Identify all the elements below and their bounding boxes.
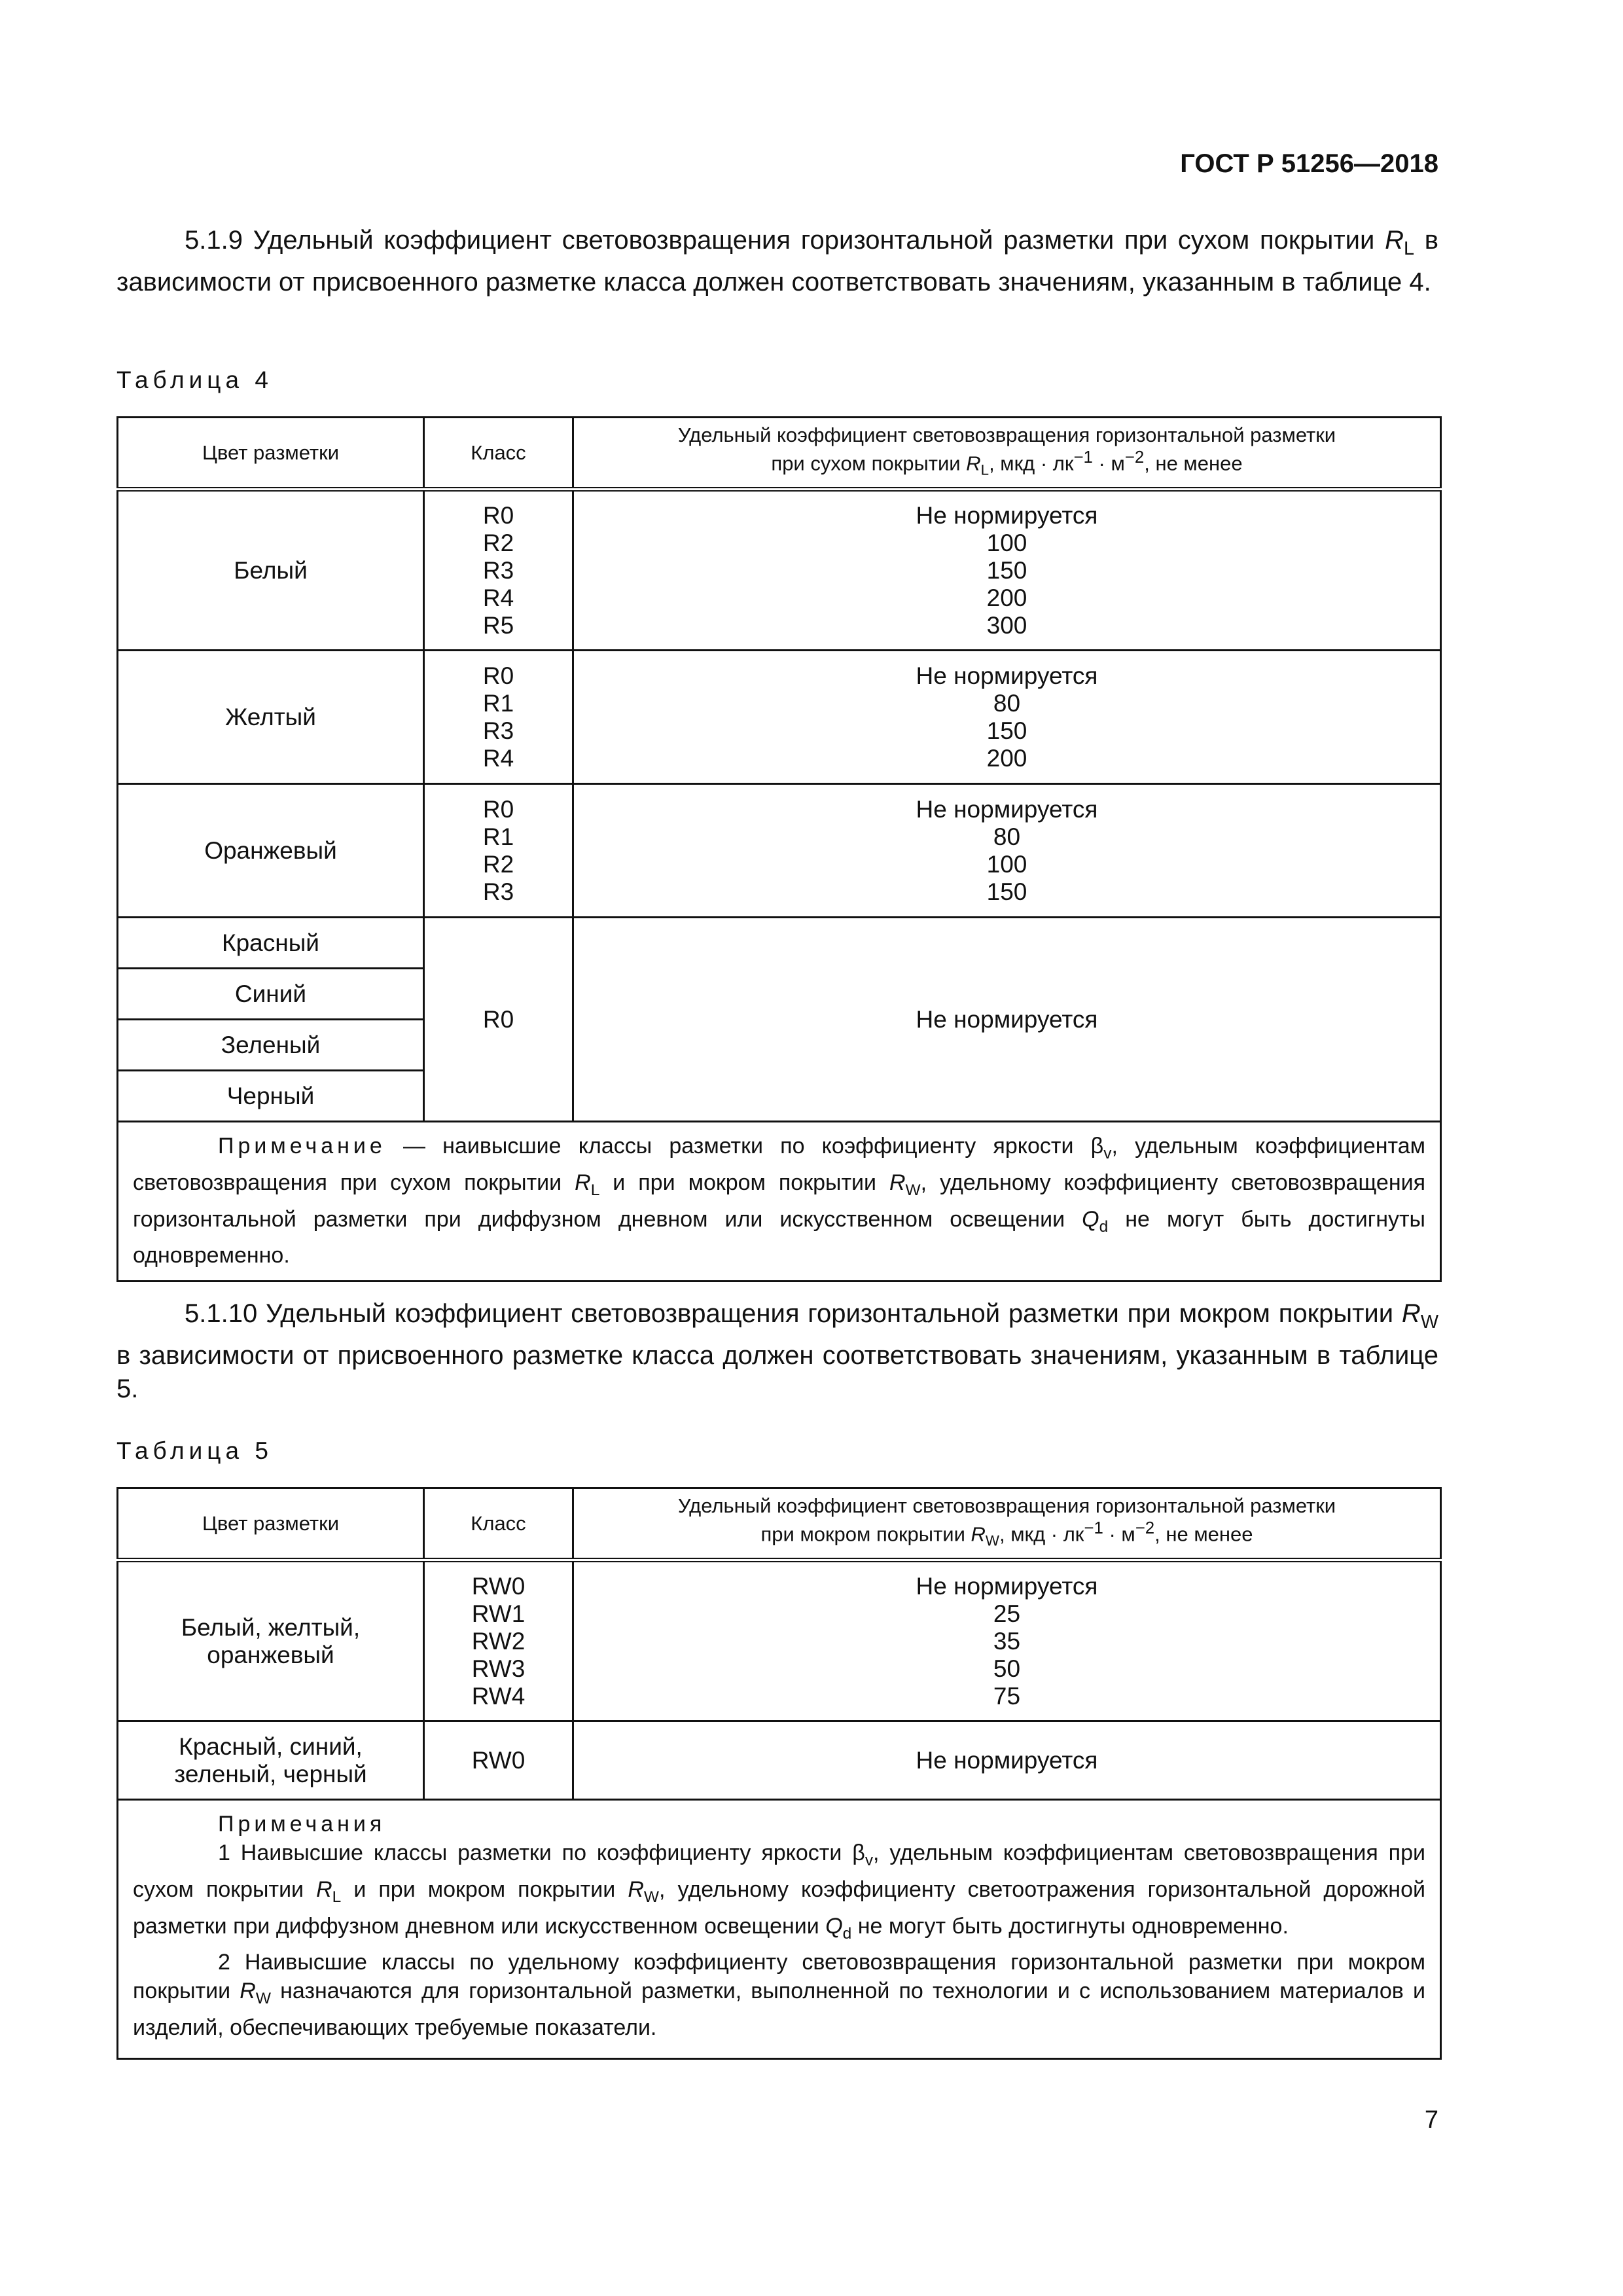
header-color: Цвет разметки	[118, 418, 424, 490]
value-cell: Не нормируется	[573, 918, 1441, 1122]
value-cell: Не нормируется 80 100 150	[573, 784, 1441, 918]
class-cell: R0 R1 R3 R4	[424, 651, 573, 784]
header-value: Удельный коэффициент световозвращения горизонтальной разметки при мокром покрытии $R_W$, мкд · $лк^{-1} \cdot м^{-2}$, не менее	[573, 1488, 1441, 1560]
header-class: Класс	[424, 1488, 573, 1560]
table-5-header-row	[118, 1488, 1441, 1560]
color-cell: Красный	[118, 918, 424, 969]
table-row	[118, 651, 1441, 784]
paragraph-5-1-9: 5.1.9 Удельный коэффициент световозвращения горизонтальной разметки при сухом покрытии $R_L$ в зависимости от присвоенного разметке класса должен соответствовать значениям, указанным в таблице 4.	[116, 226, 1438, 296]
value-cell: Не нормируется 100 150 200 300	[573, 490, 1441, 651]
table-4-note: Примечание — наивысшие классы разметки по коэффициенту яркости $\beta_v$, удельным коэффициентам световозвращения при сухом покрытии $R_L$ и при мокром покрытии $R_W$, удельному коэффициенту световозвращения горизонтальной разметки при диффузном дневном или искусственном освещении $Q_d$ не могут быть достигнуты одновременно.	[118, 1122, 1441, 1282]
header-value: Удельный коэффициент световозвращения горизонтальной разметки при сухом покрытии $R_L$, мкд · $лк^{-1} \cdot м^{-2}$, не менее	[573, 418, 1441, 490]
header-class: Класс	[424, 418, 573, 490]
table-row	[118, 490, 1441, 651]
table-5	[116, 1487, 1442, 2060]
color-cell: Белый	[118, 490, 424, 651]
page-number: 7	[1424, 2106, 1438, 2134]
color-cell: Черный	[118, 1071, 424, 1122]
note-1: 1 Наивысшие классы разметки по коэффициенту яркости $\beta_v$, удельным коэффициентам световозвращения при сухом покрытии $R_L$ и при мокром покрытии $R_W$, удельному коэффициенту светоотражения горизонтальной дорожной разметки при диффузном дневном или искусственном освещении $Q_d$ не могут быть достигнуты одновременно.	[133, 1840, 1425, 1943]
table-4-note-row	[118, 1122, 1441, 1282]
color-cell: Белый, желтый, оранжевый	[118, 1560, 424, 1721]
table-5-notes	[118, 1800, 1441, 2059]
class-cell: RW0 RW1 RW2 RW3 RW4	[424, 1560, 573, 1721]
paragraph-5-1-10: 5.1.10 Удельный коэффициент световозвращения горизонтальной разметки при мокром покрытии $R_W$ в зависимости от присвоенного разметке класса должен соответствовать значениям, указанным в таблице 5.	[116, 1299, 1438, 1403]
color-cell: Синий	[118, 969, 424, 1020]
table-row	[118, 918, 1441, 969]
color-cell: Желтый	[118, 651, 424, 784]
table-5-caption: Таблица 5	[116, 1437, 273, 1464]
value-cell: Не нормируется 80 150 200	[573, 651, 1441, 784]
table-4-caption: Таблица 4	[116, 367, 273, 393]
color-cell: Зеленый	[118, 1020, 424, 1071]
value-cell: Не нормируется 25 35 50 75	[573, 1560, 1441, 1721]
table-5-notes-row	[118, 1800, 1441, 2059]
table-row	[118, 1560, 1441, 1721]
header-color: Цвет разметки	[118, 1488, 424, 1560]
notes-label: Примечания	[218, 1812, 386, 1837]
class-cell: R0 R1 R2 R3	[424, 784, 573, 918]
value-cell: Не нормируется	[573, 1721, 1441, 1800]
table-row	[118, 1721, 1441, 1800]
color-cell: Оранжевый	[118, 784, 424, 918]
color-cell: Красный, синий, зеленый, черный	[118, 1721, 424, 1800]
table-4-header-row	[118, 418, 1441, 490]
table-row	[118, 784, 1441, 918]
note-2: 2 Наивысшие классы по удельному коэффициенту световозвращения горизонтальной разметки при мокром покрытии $R_W$ назначаются для горизонтальной разметки, выполненной по технологии и с использованием материалов и изделий, обеспечивающих требуемые показатели.	[133, 1950, 1426, 2041]
class-cell: R0 R2 R3 R4 R5	[424, 490, 573, 651]
document-code: ГОСТ Р 51256—2018	[1180, 149, 1438, 178]
class-cell: RW0	[424, 1721, 573, 1800]
table-4	[116, 416, 1442, 1282]
class-cell: R0	[424, 918, 573, 1122]
